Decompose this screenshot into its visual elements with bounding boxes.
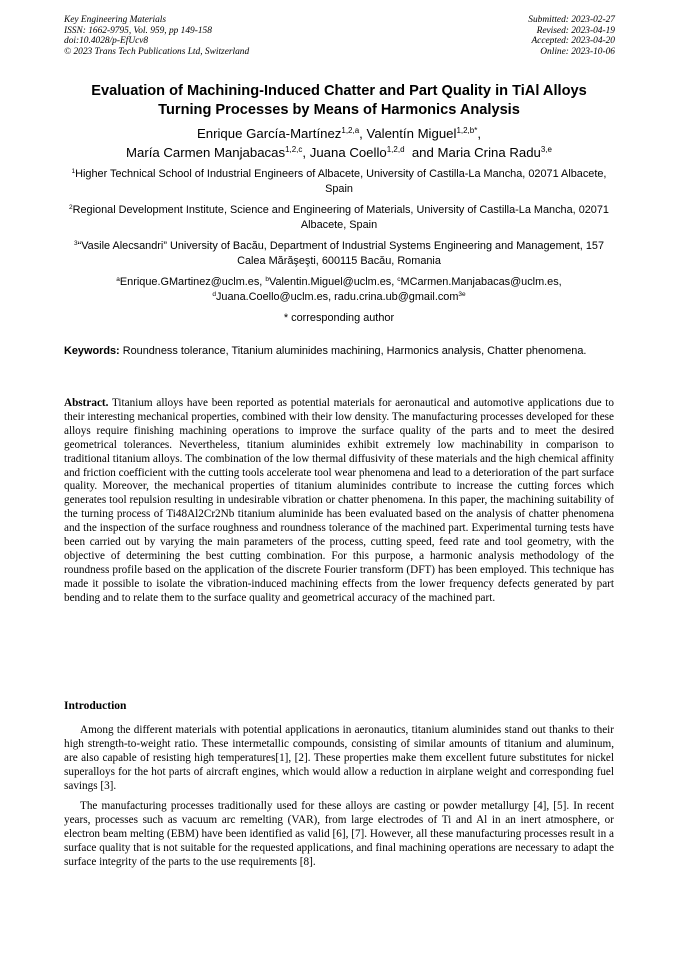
author-separator: and xyxy=(404,145,438,160)
journal-name: Key Engineering Materials xyxy=(64,15,167,25)
keywords xyxy=(64,344,614,359)
affiliation-2 xyxy=(60,203,618,233)
author-separator: , xyxy=(359,126,367,141)
introduction-paragraph-1: Among the different materials with potential applications in aeronautics, titanium aluminides stand out thanks to their high strength-to-weight ratio. These intermetallic compounds, consisting of similar amounts of titanium and aluminum, are also capable of resisting high temperatures[1], [2]. These properties make them excellent future substitutes for nickel superalloys for the hot parts of aircraft engines, which would allow a reduction in airplane weight and corresponding fuel savings [3]. xyxy=(64,724,614,792)
email-sup: d xyxy=(212,291,216,299)
journal-header xyxy=(64,15,249,57)
author-separator: , xyxy=(302,145,310,160)
email-c[interactable]: MCarmen.Manjabacas@uclm.es, xyxy=(400,276,562,288)
email-b[interactable]: Valentin.Miguel@uclm.es, xyxy=(268,276,398,288)
dates-header xyxy=(528,15,615,57)
abstract xyxy=(64,397,614,606)
keywords-label: Keywords: xyxy=(64,345,120,357)
author-emails xyxy=(60,275,618,305)
affiliation-sup: 3 xyxy=(73,240,78,247)
doi-line: doi:10.4028/p-EfUcv8 xyxy=(64,36,149,47)
author-separator: , xyxy=(477,126,482,141)
author-sup: 1,2,c xyxy=(285,145,303,154)
online-date: Online: 2023-10-06 xyxy=(540,46,615,57)
email-d-e[interactable]: Juana.Coello@uclm.es, radu.crina.ub@gmail.com xyxy=(215,291,459,304)
author-name: Enrique García-Martínez xyxy=(196,126,342,141)
title-line-2: Turning Processes by Means of Harmonics Analysis xyxy=(158,101,520,118)
email-sup: c xyxy=(397,276,401,283)
author-list xyxy=(40,124,638,162)
affiliation-text: Higher Technical School of Industrial Engineers of Albacete, University of Castilla-La Mancha, 02071 Albacete, Spain xyxy=(75,168,607,196)
submitted-date: Submitted: 2023-02-27 xyxy=(528,15,615,25)
affiliation-3 xyxy=(60,239,618,269)
author-name: Juana Coello xyxy=(309,145,387,160)
paper-title xyxy=(40,82,638,119)
affiliation-1 xyxy=(60,167,618,197)
affiliation-text: “Vasile Alecsandri” University of Bacău, Department of Industrial Systems Engineering and Management, 157 Calea Mărăşeşti, 600115 Bacău, Romania xyxy=(77,240,605,268)
affiliation-sup: 2 xyxy=(69,204,73,211)
introduction-heading: Introduction xyxy=(64,700,127,712)
author-sup: 1,2,d xyxy=(386,145,405,154)
affiliation-text: Regional Development Institute, Science and Engineering of Materials, University of Castilla-La Mancha, 02071 Albacete, Spain xyxy=(72,204,609,232)
abstract-label: Abstract. xyxy=(64,397,109,409)
abstract-text: Titanium alloys have been reported as potential materials for aeronautical and automotive applications due to their interesting mechanical properties, combined with their low density. The manufacturing processes developed for these alloys require finishing machining operations to improve the surface quality of the parts and to meet the desired geometrical tolerances. Nevertheless, titanium aluminides exhibit extremely low machinability in comparison to traditional titanium alloys. The combination of the low thermal diffusivity of these materials and the high chemical affinity and friction coefficient with the cutting tools accelerate tool wear phenomena and lead to a deterioration of the part surface quality. Moreover, the mechanical properties of titanium aluminides contribute to increase the cutting forces which generates tool repulsion resulting in undesirable vibration or chatter phenomena. In this paper, the machining suitability of the turning process of Ti48Al2Cr2Nb titanium aluminide has been evaluated based on the analysis of chatter phenomena and the inspection of the surface roughness and roundness tolerance of the machined part. Experimental turning tests have been carried out by varying the main parameters of the process, cutting speed, feed rate and tool geometry, with the objective of determining the best cutting combination. For this purpose, a harmonic analysis methodology of the roundness profile based on the application of the discrete Fourier transform (DFT) has been employed. This technique has made it possible to isolate the vibration-induced machining effects from the lower frequency defects generated by part bending and to relate them to the surface quality and geometrical accuracy of the machined part. xyxy=(64,397,614,604)
corresponding-author-note: * corresponding author xyxy=(283,312,395,324)
email-sup: a xyxy=(116,276,120,283)
author-sup: 1,2,b* xyxy=(456,126,478,135)
author-name: María Carmen Manjabacas xyxy=(126,145,286,160)
copyright-line: © 2023 Trans Tech Publications Ltd, Switzerland xyxy=(64,46,250,57)
accepted-date: Accepted: 2023-04-20 xyxy=(531,36,615,47)
author-name: Maria Crina Radu xyxy=(437,145,541,160)
issn-line: ISSN: 1662-9795, Vol. 959, pp 149-158 xyxy=(64,25,212,36)
email-sup: 3e xyxy=(458,291,466,299)
introduction-paragraph-2: The manufacturing processes traditionally used for these alloys are casting or powder metallurgy [4], [5]. In recent years, processes such as vacuum arc remelting (VAR), from large electrodes of Ti and Al in an inert atmosphere, or electron beam melting (EBM) have been identified as valid [6], [7]. However, all these manufacturing processes result in a surface quality that is not suitable for the requested applications, and final machining operations are necessary to adapt the surface integrity of the parts to the use requirements [8]. xyxy=(64,800,614,868)
affiliation-sup: 1 xyxy=(71,168,76,175)
email-sup: b xyxy=(265,276,269,283)
revised-date: Revised: 2023-04-19 xyxy=(536,25,615,36)
author-sup: 3,e xyxy=(540,145,552,154)
title-line-1: Evaluation of Machining-Induced Chatter and Part Quality in TiAl Alloys xyxy=(91,83,587,99)
author-sup: 1,2,a xyxy=(341,126,360,135)
author-name: Valentín Miguel xyxy=(366,126,457,141)
keywords-text: Roundness tolerance, Titanium aluminides machining, Harmonics analysis, Chatter phenomena. xyxy=(119,345,587,357)
email-a[interactable]: Enrique.GMartinez@uclm.es, xyxy=(119,276,266,288)
